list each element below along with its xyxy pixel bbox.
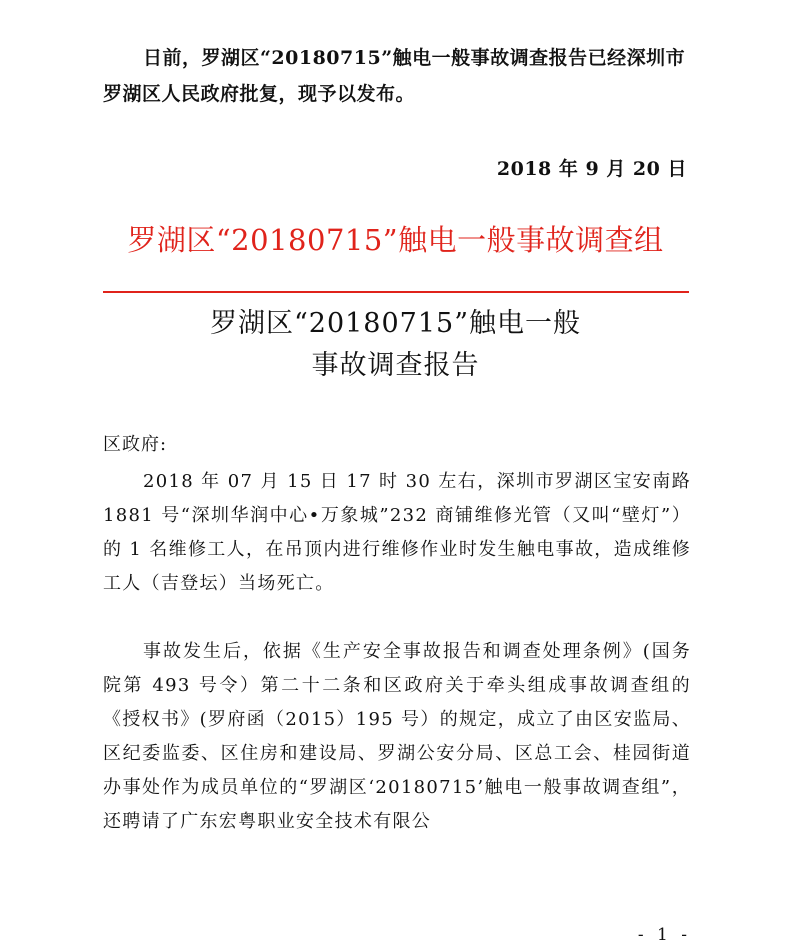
notice-line-1: 日前，罗湖区“20180715”触电一般事故调查报告已经深圳市	[143, 47, 686, 69]
report-title-line-1: 罗湖区“20180715”触电一般	[209, 308, 582, 339]
body-paragraph-1: 2018 年 07 月 15 日 17 时 30 左右，深圳市罗湖区宝安南路 1881 号“深圳华润中心•万象城”232 商铺维修光管（又叫“壁灯”）的 1 名维修工人，在吊顶内进行维修作业时发生触电事故，造成维修工人（吉登坛）当场死亡。	[103, 471, 691, 594]
page-number: - 1 -	[637, 925, 691, 945]
notice-line-2: 罗湖区人民政府批复，现予以发布。	[103, 83, 416, 105]
salutation: 区政府:	[103, 434, 168, 455]
report-title-line-2: 事故调查报告	[311, 350, 480, 381]
report-title	[0, 303, 791, 387]
body-paragraph-2: 事故发生后，依据《生产安全事故报告和调查处理条例》(国务院第 493 号令）第二十二条和区政府关于牵头组成事故调查组的《授权书》(罗府函（2015）195 号）的规定，成立了由区安监局、区纪委监委、区住房和建设局、罗湖公安分局、区总工会、桂园街道办事处作为成员单位的“罗湖区‘20180715’触电一般事故调查组”，还聘请了广东宏粤职业安全技术有限公	[103, 641, 691, 832]
publication-notice	[103, 40, 703, 112]
issuer-title: 罗湖区“20180715”触电一般事故调查组	[127, 223, 664, 257]
red-divider	[103, 291, 689, 293]
notice-date: 2018 年 9 月 20 日	[496, 158, 687, 180]
